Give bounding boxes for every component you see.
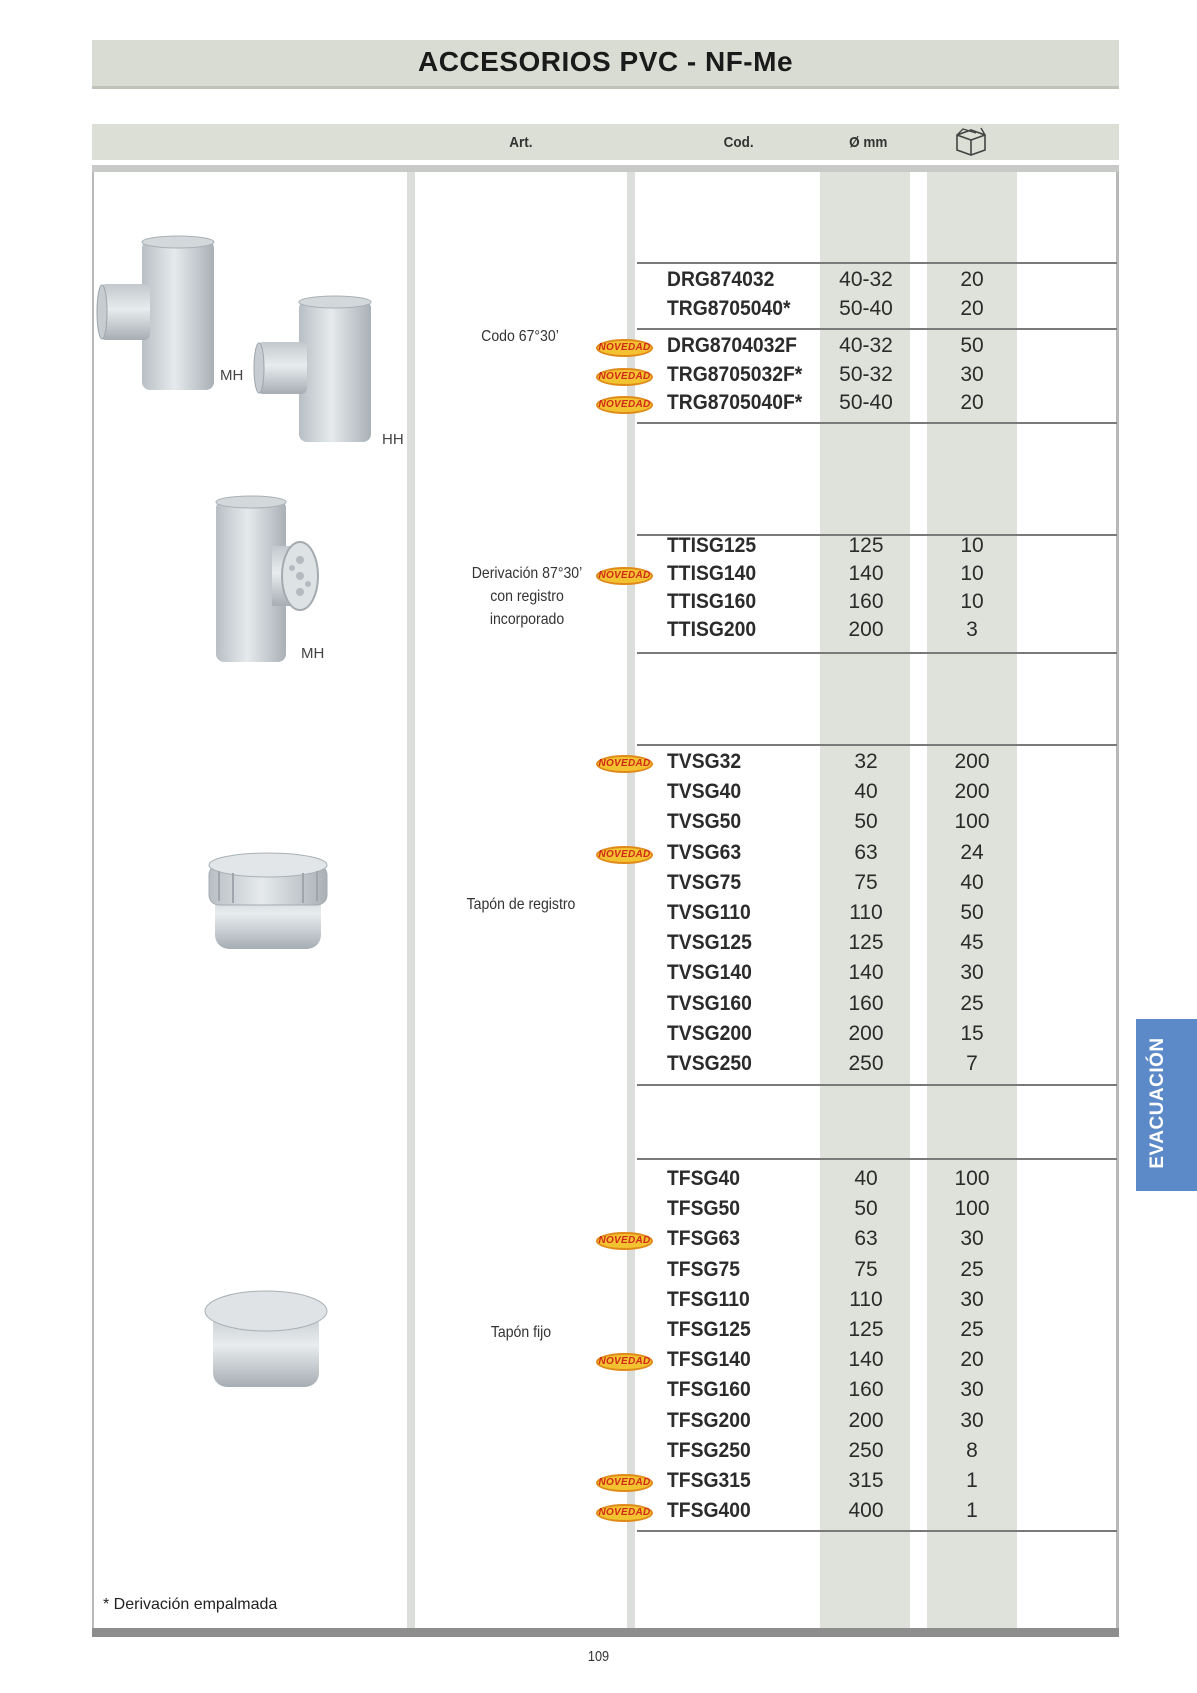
product-diameter: 250	[848, 1052, 884, 1075]
group-line	[637, 744, 1117, 746]
page-title: ACCESORIOS PVC - NF-Me	[417, 46, 794, 77]
column-separator-2	[627, 172, 635, 1630]
product-code: TFSG200	[667, 1408, 751, 1432]
product-diameter: 50	[854, 1197, 878, 1221]
section-tab-label: EVACUACIÓN	[1147, 1037, 1168, 1169]
novedad-badge: NOVEDAD	[596, 396, 653, 414]
group-line	[637, 262, 1117, 264]
product-pack-qty: 45	[960, 931, 984, 955]
product-code: TVSG125	[667, 931, 752, 955]
group-line	[637, 1084, 1117, 1086]
product-code: TVSG110	[667, 901, 751, 924]
product-pack-qty: 30	[960, 362, 984, 386]
column-separator-1	[407, 172, 415, 1630]
product-code: TFSG315	[667, 1469, 751, 1492]
product-diameter: 50-40	[839, 296, 893, 320]
product-code: TTISG140	[667, 562, 757, 585]
fixed-cap-image	[203, 1285, 329, 1391]
product-code: TTISG125	[667, 534, 757, 557]
novedad-badge: NOVEDAD	[596, 755, 653, 773]
product-code: TFSG110	[667, 1287, 750, 1311]
product-diameter: 40-32	[839, 334, 893, 357]
product-pack-qty: 50	[960, 901, 984, 924]
product-code: TFSG50	[667, 1197, 741, 1221]
product-diameter: 160	[848, 991, 884, 1015]
product-pack-qty: 30	[960, 1378, 984, 1402]
product-pack-qty: 20	[960, 268, 984, 291]
product-code: TVSG75	[667, 870, 742, 894]
product-pack-qty: 25	[960, 1257, 984, 1281]
product-pack-qty: 7	[966, 1052, 978, 1075]
group-line	[637, 1158, 1117, 1160]
group-line	[637, 1530, 1117, 1532]
product-diameter: 250	[848, 1438, 884, 1462]
product-pack-qty: 50	[960, 334, 984, 357]
registro-cap-image	[207, 845, 329, 955]
product-diameter: 50-40	[839, 391, 893, 414]
tee-hh-image	[255, 296, 375, 446]
product-diameter: 125	[848, 1318, 884, 1341]
product-code: TVSG200	[667, 1021, 752, 1045]
product-diameter: 40-32	[839, 268, 893, 291]
novedad-badge: NOVEDAD	[596, 1232, 653, 1250]
product-pack-qty: 30	[960, 1227, 984, 1251]
product-pack-qty: 30	[960, 1408, 984, 1432]
product-diameter: 40	[854, 780, 878, 804]
novedad-badge: NOVEDAD	[596, 846, 653, 864]
product-pack-qty: 1	[966, 1499, 978, 1523]
product-pack-qty: 200	[954, 750, 990, 773]
group-label-derivacion: Derivación 87°30’ con registro incorporado	[471, 565, 583, 628]
group-line	[637, 328, 1117, 330]
product-code: TRG8705040F*	[667, 391, 803, 414]
tee-mh-image	[98, 234, 228, 394]
header-art: Art.	[509, 134, 533, 151]
product-pack-qty: 25	[960, 991, 984, 1015]
table-bottom-bar	[92, 1628, 1119, 1637]
product-code: TFSG250	[667, 1438, 751, 1462]
product-pack-qty: 100	[954, 810, 990, 834]
novedad-badge: NOVEDAD	[596, 368, 653, 386]
product-diameter: 200	[848, 1021, 884, 1045]
header-rule	[92, 165, 1119, 172]
product-diameter: 160	[848, 1378, 884, 1402]
product-pack-qty: 30	[960, 1287, 984, 1311]
product-diameter: 140	[848, 961, 884, 985]
product-pack-qty: 100	[954, 1167, 990, 1190]
product-pack-qty: 40	[960, 870, 984, 894]
product-code: TFSG400	[667, 1499, 751, 1523]
product-diameter: 50-32	[839, 362, 893, 386]
group-line	[637, 422, 1117, 424]
product-code: DRG8704032F	[667, 334, 797, 357]
product-diameter: 40	[854, 1167, 878, 1190]
product-pack-qty: 3	[966, 618, 978, 641]
page-number: 109	[587, 1648, 610, 1665]
product-code: TVSG32	[667, 750, 742, 773]
product-code: TFSG140	[667, 1348, 751, 1372]
product-pack-qty: 8	[966, 1438, 978, 1462]
product-diameter: 125	[848, 534, 884, 557]
product-code: TTISG200	[667, 618, 757, 641]
product-pack-qty: 1	[966, 1469, 978, 1492]
product-code: TRG8705040*	[667, 296, 791, 320]
tee-inspection-image	[212, 496, 325, 666]
product-diameter: 63	[854, 840, 878, 864]
product-code: TFSG75	[667, 1257, 741, 1281]
table-header	[92, 124, 1119, 160]
product-diameter: 75	[854, 1257, 878, 1281]
box-icon	[954, 126, 988, 158]
product-pack-qty: 20	[960, 296, 984, 320]
header-diameter: Ø mm	[849, 134, 888, 151]
product-code: TFSG63	[667, 1227, 741, 1251]
product-diameter: 140	[848, 562, 884, 585]
product-code: TRG8705032F*	[667, 362, 803, 386]
product-diameter: 400	[848, 1499, 884, 1523]
product-pack-qty: 24	[960, 840, 984, 864]
product-diameter: 140	[848, 1348, 884, 1372]
header-cod: Cod.	[723, 134, 754, 151]
footnote: * Derivación empalmada	[103, 1596, 278, 1613]
novedad-badge: NOVEDAD	[596, 1504, 653, 1522]
group-label-tapon-fijo: Tapón fijo	[490, 1324, 552, 1341]
group-label-tapon-registro: Tapón de registro	[466, 896, 576, 913]
product-diameter: 63	[854, 1227, 878, 1251]
product-code: DRG874032	[667, 268, 775, 291]
product-diameter: 200	[848, 618, 884, 641]
product-diameter: 75	[854, 870, 878, 894]
product-code: TVSG160	[667, 991, 752, 1015]
product-pack-qty: 20	[960, 391, 984, 414]
product-pack-qty: 10	[960, 534, 984, 557]
image-label-mh: MH	[220, 367, 244, 384]
product-diameter: 110	[849, 901, 883, 924]
product-code: TVSG63	[667, 840, 742, 864]
product-code: TVSG40	[667, 780, 742, 804]
product-pack-qty: 10	[960, 590, 984, 613]
product-code: TVSG250	[667, 1052, 752, 1075]
product-diameter: 110	[849, 1287, 883, 1311]
title-bar	[92, 40, 1119, 89]
product-pack-qty: 30	[960, 961, 984, 985]
product-code: TVSG140	[667, 961, 752, 985]
product-diameter: 32	[854, 750, 878, 773]
novedad-badge: NOVEDAD	[596, 339, 653, 357]
novedad-badge: NOVEDAD	[596, 1353, 653, 1371]
product-code: TVSG50	[667, 810, 742, 834]
novedad-badge: NOVEDAD	[596, 567, 653, 585]
product-code: TFSG160	[667, 1378, 751, 1402]
product-pack-qty: 15	[960, 1021, 984, 1045]
image-label-mh: MH	[301, 645, 325, 662]
group-line	[637, 652, 1117, 654]
group-label-codo: Codo 67°30’	[481, 328, 559, 345]
product-diameter: 125	[848, 931, 884, 955]
product-pack-qty: 100	[954, 1197, 990, 1221]
product-pack-qty: 200	[954, 780, 990, 804]
product-code: TFSG125	[667, 1318, 751, 1341]
product-code: TFSG40	[667, 1167, 741, 1190]
product-pack-qty: 20	[960, 1348, 984, 1372]
product-code: TTISG160	[667, 590, 757, 613]
product-diameter: 200	[848, 1408, 884, 1432]
novedad-badge: NOVEDAD	[596, 1474, 653, 1492]
product-diameter: 50	[854, 810, 878, 834]
product-diameter: 315	[848, 1469, 884, 1492]
product-pack-qty: 25	[960, 1318, 984, 1341]
product-diameter: 160	[848, 590, 884, 613]
product-pack-qty: 10	[960, 562, 984, 585]
image-label-hh: HH	[382, 431, 404, 448]
